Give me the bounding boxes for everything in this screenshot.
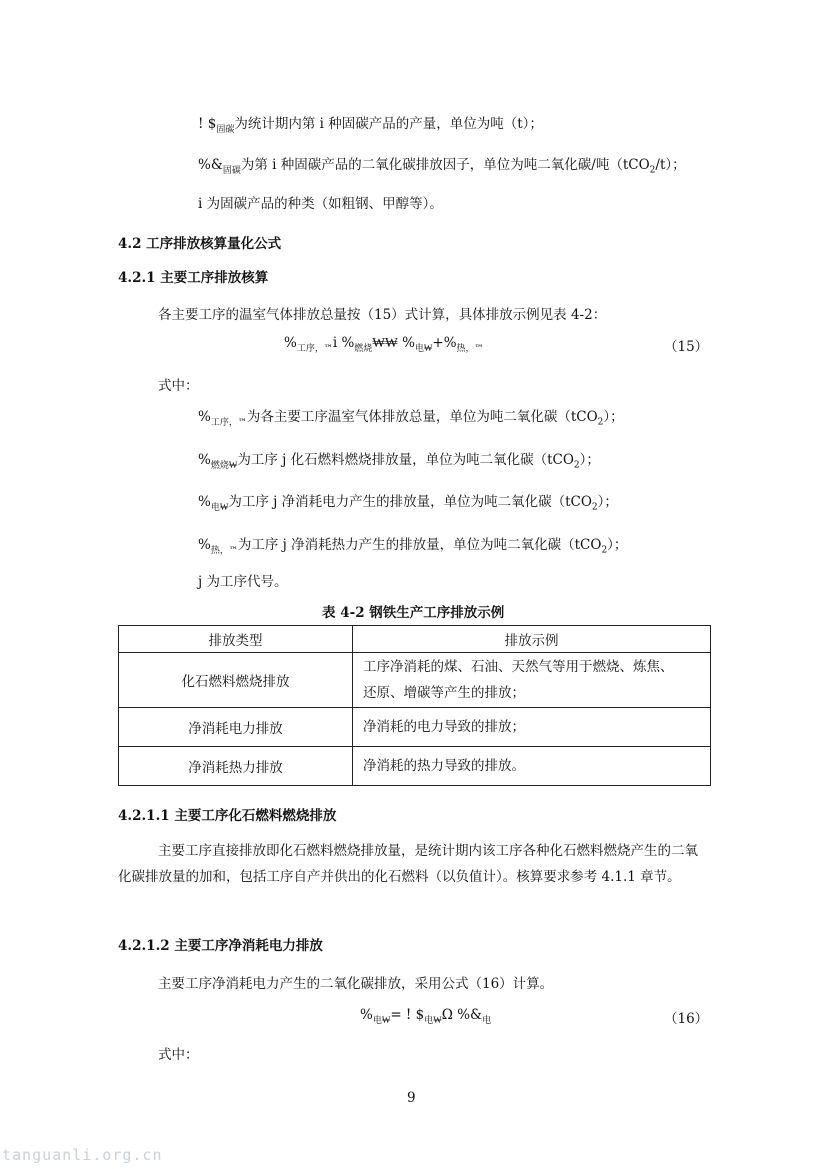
def-emission-factor: $\%\&_{固碳}$为第 i 种固碳产品的二氧化碳排放因子，单位为吨二氧化碳/吨（tCO$_2$/t）； xyxy=(198,157,686,176)
emission-table xyxy=(118,625,711,786)
table-row xyxy=(119,708,711,747)
table-header-type: 排放类型 xyxy=(119,626,353,653)
table-cell-type: 化石燃料燃烧排放 xyxy=(119,653,353,708)
table-cell-example: 净消耗的热力导致的排放。 xyxy=(353,747,711,786)
section-heading-4-2-1: 4.2.1 主要工序排放核算 xyxy=(118,270,269,286)
def-heat: $\%_{热,™}$为工序 j 净消耗热力产生的排放量，单位为吨二氧化碳（tCO$_2$）； xyxy=(198,537,628,556)
section-heading-4-2-1-2: 4.2.1.2 主要工序净消耗电力排放 xyxy=(118,938,323,954)
section-heading-4-2: 4.2 工序排放核算量化公式 xyxy=(118,236,282,252)
def-product-type: i 为固碳产品的种类（如粗钢、甲醇等）。 xyxy=(198,196,443,212)
paragraph-4-2-1-1: 主要工序直接排放即化石燃料燃烧排放量，是统计期内该工序各种化石燃料燃烧产生的二氧化碳排放量的加和，包括工序自产并供出的化石燃料（以负值计）。核算要求参考 4.1.1 章节。 xyxy=(118,843,698,885)
table-cell-type: 净消耗电力排放 xyxy=(119,708,353,747)
intro-paragraph-4-2-1-2: 主要工序净消耗电力产生的二氧化碳排放，采用公式（16）计算。 xyxy=(158,976,554,992)
def-output-quantity: ! $\$_{固碳}$为统计期内第 i 种固碳产品的产量，单位为吨（t）； xyxy=(198,116,543,135)
where-label-2: 式中： xyxy=(158,1047,199,1063)
def-combustion: $\%_{燃烧₩}$为工序 j 化石燃料燃烧排放量，单位为吨二氧化碳（tCO$_2$）； xyxy=(198,452,600,471)
page-number: 9 xyxy=(407,1090,416,1106)
intro-paragraph-4-2-1: 各主要工序的温室气体排放总量按（15）式计算，具体排放示例见表 4-2： xyxy=(158,307,607,323)
def-process-total: $\%_{工序,™}$为各主要工序温室气体排放总量，单位为吨二氧化碳（tCO$_2$）； xyxy=(198,409,624,428)
table-cell-type: 净消耗热力排放 xyxy=(119,747,353,786)
table-caption: 表 4-2 钢铁生产工序排放示例 xyxy=(322,605,505,621)
equation-15-number: （15） xyxy=(664,339,709,355)
table-cell-example: 工序净消耗的煤、石油、天然气等用于燃烧、炼焦、 还原、增碳等产生的排放； xyxy=(353,653,711,708)
table-header-row xyxy=(119,626,711,653)
equation-16-number: （16） xyxy=(664,1011,709,1027)
table-header-example: 排放示例 xyxy=(353,626,711,653)
table-row xyxy=(119,747,711,786)
where-label-1: 式中： xyxy=(158,378,199,394)
table-cell-example: 净消耗的电力导致的排放； xyxy=(353,708,711,747)
def-electricity: $\%_{电₩}$为工序 j 净消耗电力产生的排放量，单位为吨二氧化碳（tCO$_2$）； xyxy=(198,494,618,513)
equation-15: $\%_{工序,™}i$ $\%_{燃烧}₩₩$ $\%_{电₩}+\%_{热,™}$ xyxy=(284,335,484,354)
section-heading-4-2-1-1: 4.2.1.1 主要工序化石燃料燃烧排放 xyxy=(118,808,337,824)
equation-16: $\%_{电₩}=$ ! $\$_{电₩}\Omega$ $\%\&_电$ xyxy=(360,1007,492,1026)
watermark-text: tanguanli.org.cn xyxy=(2,1146,163,1164)
table-row xyxy=(119,653,711,708)
def-process-code: j 为工序代号。 xyxy=(198,574,288,590)
